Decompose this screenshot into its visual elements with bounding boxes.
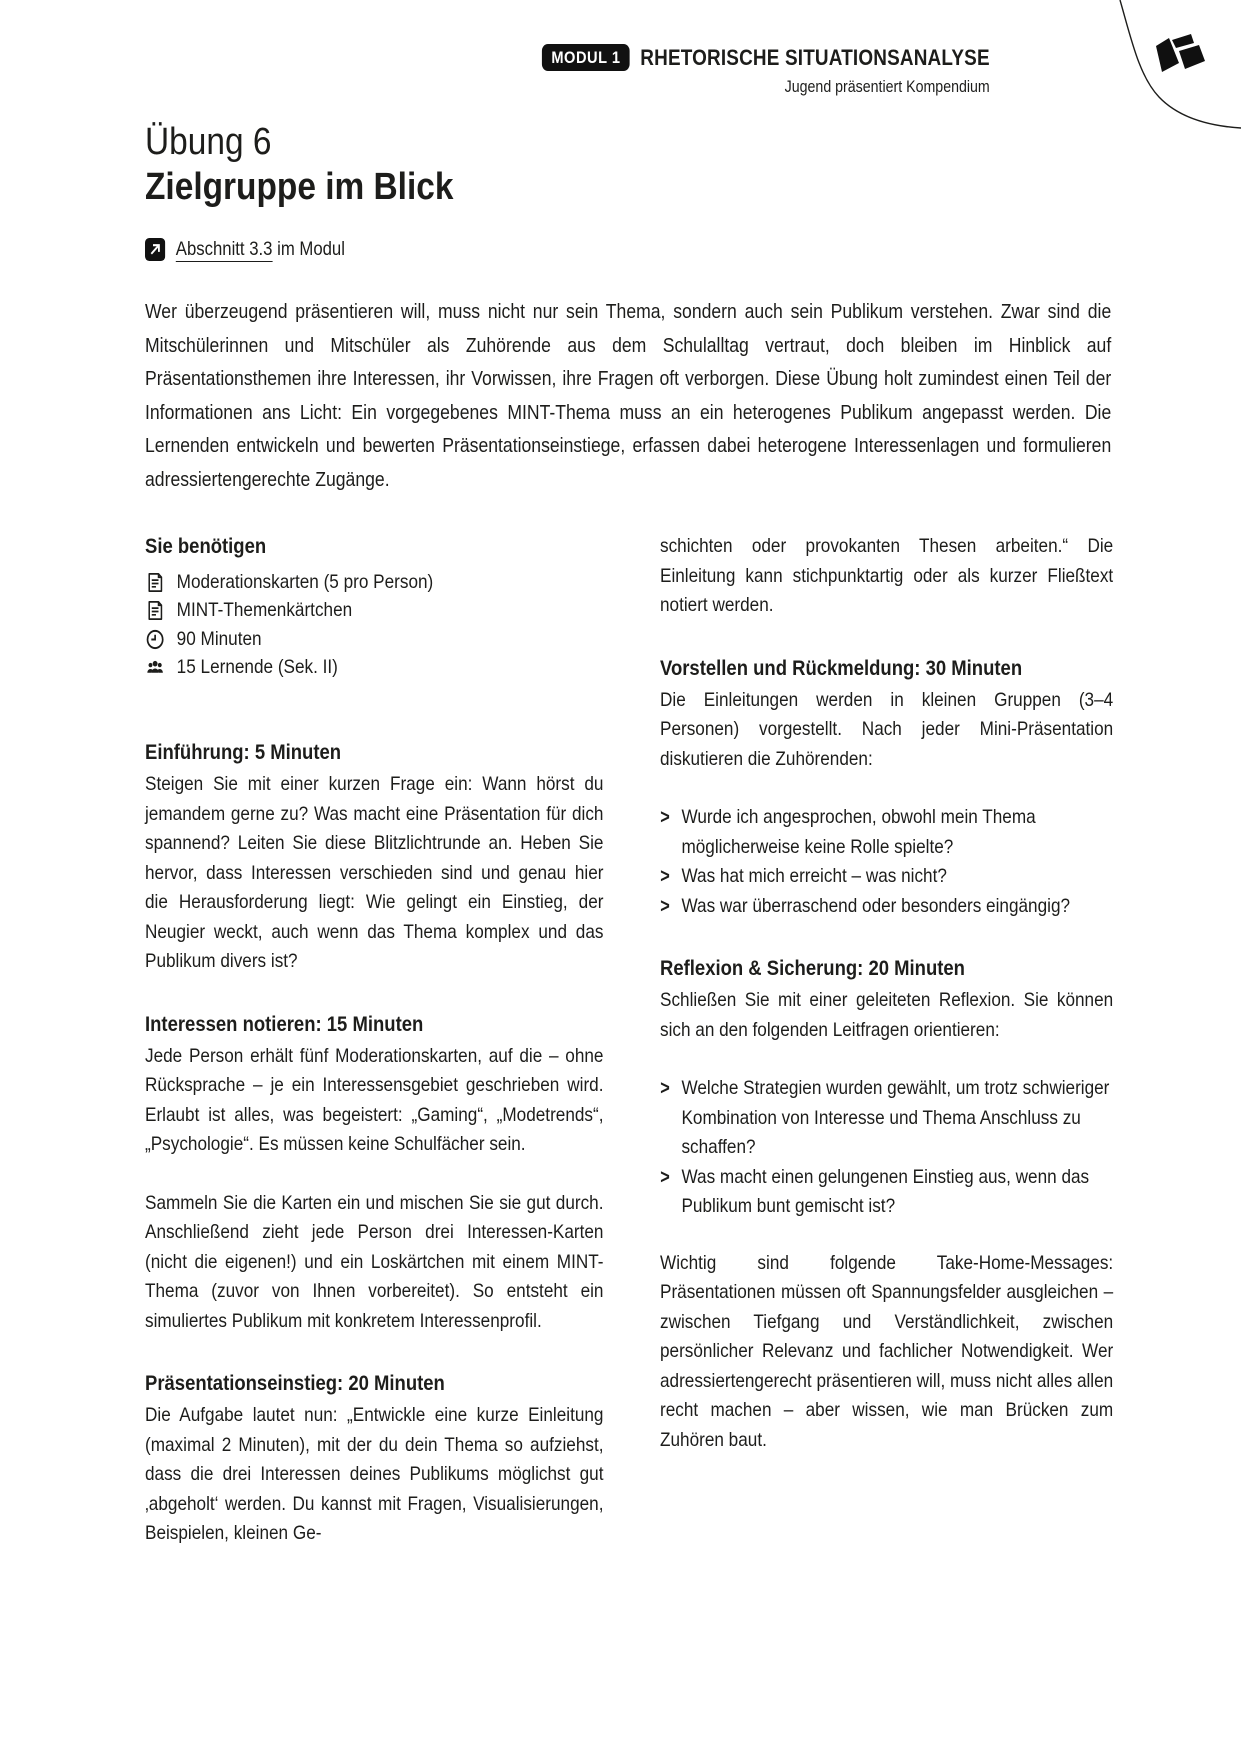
chevron-bullet-icon: > [660, 893, 670, 918]
paragraph-einstieg-fortsetzung: schichten oder provokanten Thesen arbeiten.“ Die Einleitung kann stichpunktartig oder als kurzer Fließtext notiert werden. [660, 535, 1114, 616]
needs-list [145, 568, 603, 682]
jugend-praesentiert-logo [1156, 34, 1205, 72]
corner-line [1120, 0, 1241, 128]
chevron-bullet-icon: > [660, 1076, 670, 1100]
card-icon [145, 599, 165, 622]
bullet-text: Was hat mich erreicht – was nicht? [681, 865, 947, 887]
paragraph-einfuehrung: Steigen Sie mit einer kurzen Frage ein: Wann hörst du jemandem gerne zu? Was macht eine Präsentation für dich spannend? Leiten Sie diese Blitzlichtrunde an. Heben Sie hervor, dass Interessen verschieden sind und genau hier die Herausforderung liegt: Wie gelingt ein Einstieg, der Neugier weckt, auch wenn das Thema komplex und das Publikum divers ist? [145, 773, 604, 972]
paragraph-reflexion: Schließen Sie mit einer geleiteten Reflexion. Sie können sich an den folgenden Leitfragen orientieren: [660, 989, 1114, 1041]
section-link[interactable] [145, 238, 585, 261]
intro-paragraph: Wer überzeugend präsentieren will, muss nicht nur sein Thema, sondern auch sein Publikum verstehen. Zwar sind die Mitschülerinnen und Mitschüler als Zuhörende aus dem Schulalltag vertraut, doch bleiben im Hinblick auf Präsentationsthemen ihre Interessen, ihr Vorwissen, ihre Fragen oft verborgen. Diese Übung holt zumindest einen Teil der Informationen ans Licht: Ein vorgegebenes MINT-Thema muss an ein heterogenes Publikum angepasst werden. Die Lernenden entwickeln und bewerten Präsentationseinstiege, erfassen dabei heterogene Interessenlagen und formulieren adressiertengerechte Zugänge. [145, 301, 1112, 491]
paragraph-takehome: Wichtig sind folgende Take-Home-Messages: Präsentationen müssen oft Spannungsfelder ausgleichen – zwischen Tiefgang und Verständlichkeit, zwischen persönlicher Relevanz und fachlicher Notwendigkeit. Wer adressiertengerecht präsentieren will, muss nicht alles allen recht machen – aber wissen, wie man Brücken zum Zuhören baut. [660, 1251, 1114, 1451]
needs-item-label: Moderationskarten (5 pro Person) [176, 570, 434, 593]
vorstellen-bullet-list [660, 803, 1113, 921]
module-header-row [542, 44, 990, 71]
intro-block [145, 296, 1111, 497]
section-link-rest: im Modul [272, 238, 345, 260]
section-heading-einfuehrung: Einführung: 5 Minuten [145, 741, 342, 764]
needs-item-label: MINT-Themenkärtchen [176, 599, 353, 622]
bullet-item [660, 862, 1113, 892]
bullet-item [660, 1163, 1113, 1222]
people-icon [145, 656, 165, 679]
bullet-item [660, 892, 1113, 922]
section-heading-interessen: Interessen notieren: 15 Minuten [145, 1012, 424, 1036]
needs-item-dauer [145, 625, 603, 654]
exercise-number: Übung 6 [145, 121, 272, 163]
module-title: RHETORISCHE SITUATIONSANALYSE [640, 44, 990, 70]
bullet-text: Welche Strategien wurden gewählt, um trotz schwieriger Kombination von Interesse und Thema Anschluss zu schaffen? [681, 1077, 1110, 1158]
section-link-row [145, 238, 585, 261]
external-link-icon [145, 238, 165, 261]
section-link-label [176, 239, 345, 261]
bullet-item [660, 803, 1113, 862]
corner-decoration [990, 0, 1241, 200]
module-badge: MODUL 1 [542, 44, 630, 71]
paragraph-interessen-2: Sammeln Sie die Karten ein und mischen Sie sie gut durch. Anschließend zieht jede Person drei Interessen-Karten (nicht die eigenen!) und ein Loskärtchen mit einem MINT-Thema (zuvor von Ihnen vorbereitet). So entsteht ein simuliertes Publikum mit konkretem Interessenprofil. [145, 1191, 604, 1332]
section-heading-vorstellen: Vorstellen und Rückmeldung: 30 Minuten [660, 656, 1023, 680]
needs-item-moderationskarten [145, 568, 603, 597]
bullet-text: Was war überraschend oder besonders eingängig? [681, 894, 1071, 917]
chevron-bullet-icon: > [660, 1164, 670, 1189]
needs-item-label: 15 Lernende (Sek. II) [176, 656, 338, 679]
paragraph-vorstellen: Die Einleitungen werden in kleinen Gruppen (3–4 Personen) vorgestellt. Nach jeder Mini-Präsentation diskutieren die Zuhörenden: [660, 688, 1114, 770]
right-column [660, 532, 1113, 1455]
paragraph-einstieg: Die Aufgabe lautet nun: „Entwickle eine kurze Einleitung (maximal 2 Minuten), mit der du dein Thema so aufziehst, dass die drei Interessen deines Publikums möglichst gut ‚abgeholt‘ werden. Du kannst mit Fragen, Visualisierungen, Beispielen, kleinen Ge- [145, 1404, 604, 1544]
clock-icon [145, 628, 165, 651]
reflexion-bullet-list [660, 1074, 1113, 1222]
needs-item-label: 90 Minuten [176, 627, 262, 650]
document-header [542, 44, 990, 97]
chevron-bullet-icon: > [660, 805, 670, 829]
needs-item-lernende [145, 654, 603, 683]
needs-heading: Sie benötigen [145, 535, 267, 558]
section-heading-reflexion: Reflexion & Sicherung: 20 Minuten [660, 957, 965, 980]
section-link-underlined: Abschnitt 3.3 [175, 238, 273, 260]
paragraph-interessen-1: Jede Person erhält fünf Moderationskarten, auf die – ohne Rücksprache – je ein Interessensgebiet geschrieben wird. Erlaubt ist alles, was begeistert: „Gaming“, „Modetrends“, „Psychologie“. Es müssen keine Schulfächer sein. [145, 1044, 604, 1155]
bullet-text: Was macht einen gelungenen Einstieg aus, wenn das Publikum bunt gemischt ist? [681, 1165, 1090, 1217]
section-heading-einstieg: Präsentationseinstieg: 20 Minuten [145, 1372, 445, 1395]
page-title: Zielgruppe im Blick [145, 166, 454, 208]
left-column [145, 532, 603, 1549]
title-block [145, 120, 761, 210]
bullet-item [660, 1074, 1113, 1163]
bullet-text: Wurde ich angesprochen, obwohl mein Thema möglicherweise keine Rolle spielte? [681, 806, 1036, 858]
compendium-subtitle: Jugend präsentiert Kompendium [784, 78, 990, 97]
needs-item-themenkaertchen [145, 597, 603, 626]
card-icon [145, 571, 165, 594]
chevron-bullet-icon: > [660, 864, 670, 888]
